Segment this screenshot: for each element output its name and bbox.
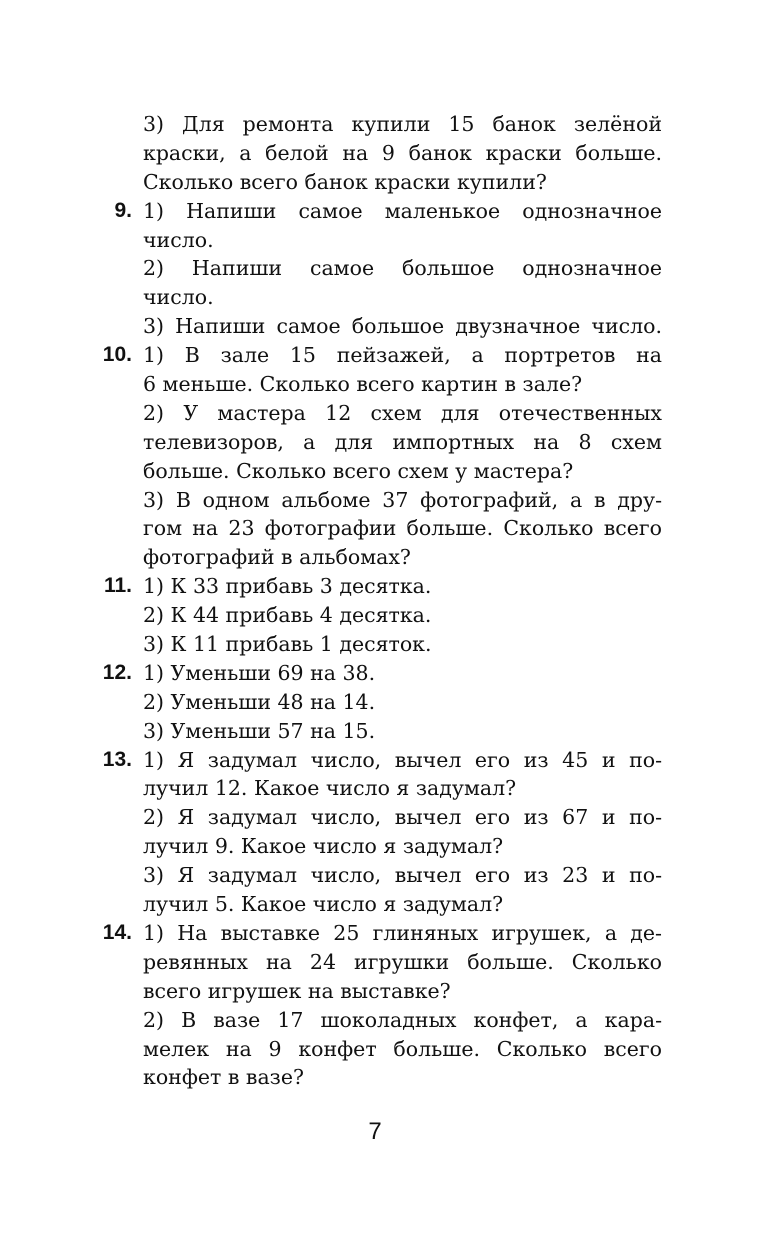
text-line bbox=[0, 428, 768, 457]
exercise-text: 3) Напиши самое большое двузначное число. bbox=[143, 314, 662, 339]
exercise-text: 1) Напиши самое маленькое однозначное bbox=[143, 198, 662, 223]
text-line bbox=[0, 312, 768, 341]
text-line bbox=[0, 1035, 768, 1064]
text-line bbox=[0, 254, 768, 283]
text-line bbox=[0, 948, 768, 977]
text-line bbox=[0, 774, 768, 803]
text-line bbox=[0, 514, 768, 543]
text-line bbox=[0, 1063, 768, 1092]
text-line bbox=[0, 341, 768, 370]
exercise-text: 3) Уменьши 57 на 15. bbox=[143, 718, 376, 743]
text-line bbox=[0, 486, 768, 515]
text-line bbox=[0, 1006, 768, 1035]
page-number: 7 bbox=[368, 1118, 382, 1145]
exercise-number: 12. bbox=[102, 660, 132, 684]
text-line bbox=[0, 543, 768, 572]
exercise-number: 14. bbox=[102, 920, 132, 944]
exercise-text: всего игрушек на выставке? bbox=[143, 978, 451, 1003]
exercise-number: 10. bbox=[102, 343, 132, 367]
exercise-number: 9. bbox=[114, 198, 132, 222]
exercise-text: краски, а белой на 9 банок краски больше. bbox=[143, 140, 662, 165]
exercise-number: 13. bbox=[102, 747, 132, 771]
exercise-text: 3) К 11 прибавь 1 десяток. bbox=[143, 632, 432, 657]
exercise-text: 2) В вазе 17 шоколадных конфет, а кара- bbox=[143, 1007, 662, 1032]
exercise-text: Сколько всего банок краски купили? bbox=[143, 169, 547, 194]
text-line bbox=[0, 803, 768, 832]
text-line bbox=[0, 572, 768, 601]
exercise-text: 1) Я задумал число, вычел его из 45 и по- bbox=[143, 747, 662, 772]
exercise-text: лучил 12. Какое число я задумал? bbox=[143, 776, 517, 801]
exercise-text: 1) В зале 15 пейзажей, а портретов на bbox=[143, 343, 662, 368]
exercise-text: 1) К 33 прибавь 3 десятка. bbox=[143, 574, 432, 599]
exercise-text: 3) В одном альбоме 37 фотографий, а в дру- bbox=[143, 487, 662, 512]
text-line bbox=[0, 832, 768, 861]
exercise-text: 3) Я задумал число, вычел его из 23 и по- bbox=[143, 863, 662, 888]
text-line bbox=[0, 168, 768, 197]
exercise-text: 1) Уменьши 69 на 38. bbox=[143, 660, 376, 685]
text-line bbox=[0, 399, 768, 428]
text-line bbox=[0, 717, 768, 746]
text-line bbox=[0, 688, 768, 717]
exercise-text: лучил 5. Какое число я задумал? bbox=[143, 892, 504, 917]
exercise-text: число. bbox=[143, 227, 214, 252]
exercise-text: больше. Сколько всего схем у мастера? bbox=[143, 458, 574, 483]
text-line bbox=[0, 746, 768, 775]
exercise-text: 3) Для ремонта купили 15 банок зелёной bbox=[143, 112, 662, 136]
exercise-text: телевизоров, а для импортных на 8 схем bbox=[143, 429, 662, 454]
page-body bbox=[0, 110, 768, 1092]
text-line bbox=[0, 659, 768, 688]
text-line bbox=[0, 139, 768, 168]
exercise-text: число. bbox=[143, 285, 214, 310]
text-line bbox=[0, 110, 768, 139]
text-line bbox=[0, 457, 768, 486]
exercise-text: 2) Напиши самое большое однозначное bbox=[143, 256, 662, 281]
text-line bbox=[0, 630, 768, 659]
exercise-text: ревянных на 24 игрушки больше. Сколько bbox=[143, 949, 662, 974]
text-line bbox=[0, 197, 768, 226]
exercise-text: 2) У мастера 12 схем для отечественных bbox=[143, 400, 662, 425]
exercise-text: 1) На выставке 25 глиняных игрушек, а де- bbox=[143, 920, 662, 945]
exercise-text: 6 меньше. Сколько всего картин в зале? bbox=[143, 372, 583, 397]
exercise-text: 2) Я задумал число, вычел его из 67 и по- bbox=[143, 805, 662, 830]
text-line bbox=[0, 919, 768, 948]
exercise-text: конфет в вазе? bbox=[143, 1065, 304, 1090]
exercise-text: 2) Уменьши 48 на 14. bbox=[143, 689, 376, 714]
exercise-text: мелек на 9 конфет больше. Сколько всего bbox=[143, 1036, 662, 1061]
text-line bbox=[0, 977, 768, 1006]
exercise-text: гом на 23 фотографии больше. Сколько всего bbox=[143, 516, 662, 541]
exercise-text: лучил 9. Какое число я задумал? bbox=[143, 834, 504, 859]
text-line bbox=[0, 601, 768, 630]
text-line bbox=[0, 861, 768, 890]
exercise-number: 11. bbox=[103, 574, 132, 598]
text-line bbox=[0, 370, 768, 399]
exercise-text: 2) К 44 прибавь 4 десятка. bbox=[143, 603, 432, 628]
text-line bbox=[0, 226, 768, 255]
exercise-text: фотографий в альбомах? bbox=[143, 545, 411, 570]
text-line bbox=[0, 890, 768, 919]
text-line bbox=[0, 283, 768, 312]
